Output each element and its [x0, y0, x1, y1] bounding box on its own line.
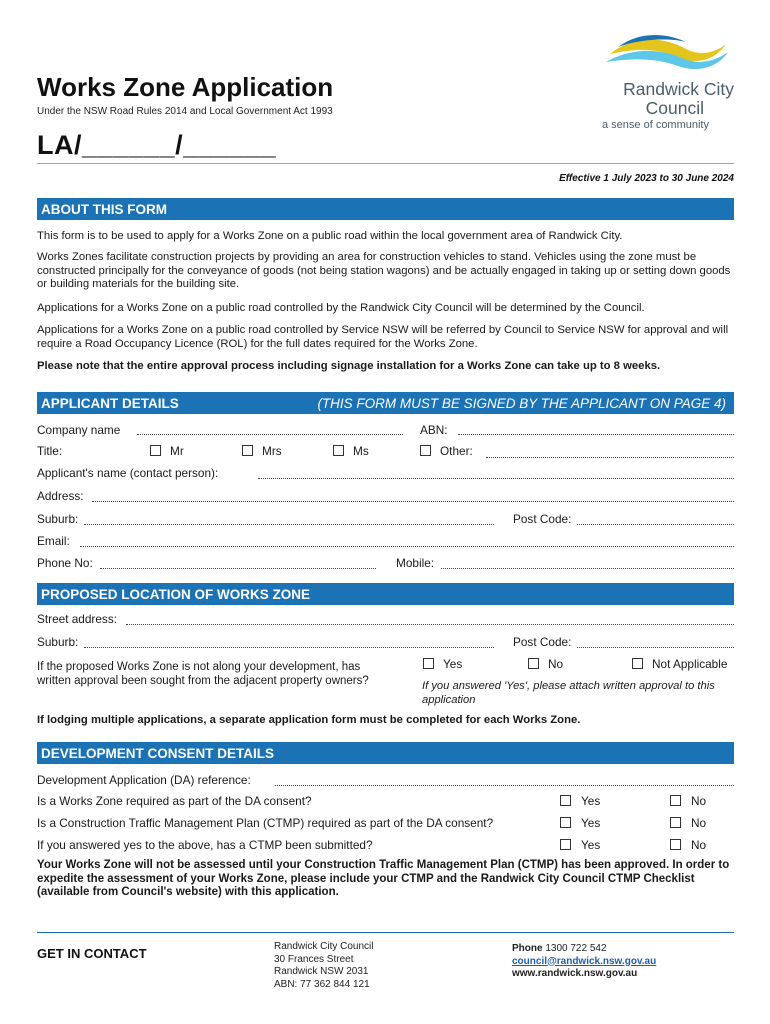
about-section-heading — [37, 198, 734, 220]
waves-icon — [602, 32, 732, 72]
postcode-field[interactable] — [577, 524, 734, 525]
title-mr-checkbox[interactable] — [150, 445, 161, 456]
abn-label: ABN: — [420, 423, 448, 437]
about-paragraph-4: Applications for a Works Zone on a public road controlled by Service NSW will be referred by Council to Service NSW for approval and will require a Road Occupancy Licence (ROL) for the full dates required for the Works Zone. — [37, 324, 729, 350]
footer-address-line: 30 Frances Street — [274, 953, 354, 965]
email-label: Email: — [37, 534, 70, 548]
q1-label: Is a Works Zone required as part of the DA consent? — [37, 794, 312, 808]
applicant-section-heading — [37, 392, 734, 414]
consent-heading-text: DEVELOPMENT CONSENT DETAILS — [41, 746, 275, 761]
applicant-heading-text: APPLICANT DETAILS — [41, 396, 179, 411]
logo-name-line1: Randwick City — [623, 79, 734, 99]
approval-na-label: Not Applicable — [652, 657, 728, 671]
title-label: Title: — [37, 444, 63, 458]
footer-address-line: ABN: 77 362 844 121 — [274, 978, 370, 990]
logo-tagline: a sense of community — [602, 119, 709, 131]
contact-name-label: Applicant's name (contact person): — [37, 466, 219, 480]
location-heading-text: PROPOSED LOCATION OF WORKS ZONE — [41, 587, 311, 602]
footer-phone: 1300 722 542 — [545, 943, 607, 954]
footer-divider — [37, 932, 734, 933]
title-other-field[interactable] — [486, 457, 734, 458]
address-field[interactable] — [92, 501, 734, 502]
q2-no-checkbox[interactable] — [670, 817, 681, 828]
approval-no-label: No — [548, 657, 564, 671]
about-heading-text: ABOUT THIS FORM — [41, 202, 167, 217]
mobile-field[interactable] — [441, 568, 734, 569]
location-postcode-field[interactable] — [577, 647, 734, 648]
footer-address-line: Randwick NSW 2031 — [274, 966, 369, 977]
q3-no-checkbox[interactable] — [670, 839, 681, 850]
q3-yes-label: Yes — [581, 838, 601, 852]
q3-no-label: No — [691, 838, 707, 852]
form-title: Works Zone Application — [37, 72, 334, 102]
q2-yes-label: Yes — [581, 816, 601, 830]
about-paragraph-1: This form is to be used to apply for a Works Zone on a public road within the local government area of Randwick City. — [37, 230, 623, 242]
title-other-label: Other: — [440, 444, 473, 458]
street-address-label: Street address: — [37, 612, 117, 626]
ctmp-warning: Your Works Zone will not be assessed until your Construction Traffic Management Plan (CTMP) has been approved. In order to expedite the assessment of your Works Zone, please include your CTMP and the Randwick City Council CTMP Checklist (available from Council's website) with this application. — [37, 859, 730, 898]
footer-address — [274, 941, 373, 991]
suburb-label: Suburb: — [37, 512, 79, 526]
title-ms-label: Ms — [353, 444, 369, 458]
title-mrs-checkbox[interactable] — [242, 445, 253, 456]
effective-dates: Effective 1 July 2023 to 30 June 2024 — [559, 173, 734, 184]
q3-label: If you answered yes to the above, has a CTMP been submitted? — [37, 838, 373, 852]
mobile-label: Mobile: — [396, 556, 435, 570]
applicant-heading-note: (THIS FORM MUST BE SIGNED BY THE APPLICANT ON PAGE 4) — [317, 396, 726, 411]
yes-approval-note: If you answered 'Yes', please attach written approval to this application — [422, 680, 715, 706]
footer-website[interactable]: www.randwick.nsw.gov.au — [512, 968, 638, 979]
q1-yes-checkbox[interactable] — [560, 795, 571, 806]
abn-field[interactable] — [458, 434, 734, 435]
contact-name-field[interactable] — [258, 478, 734, 479]
q1-yes-label: Yes — [581, 794, 601, 808]
consent-section-heading — [37, 742, 734, 764]
footer-heading: GET IN CONTACT — [37, 946, 147, 961]
about-paragraph-3: Applications for a Works Zone on a public road controlled by the Randwick City Council will be determined by the Council. — [37, 302, 645, 314]
address-label: Address: — [37, 489, 84, 503]
about-paragraph-2: Works Zones facilitate construction projects by providing an area for construction vehicles to stand. Vehicles using the zone must be constructed principally for the conveyance of goods (not being station wagons) and be actually engaged in taking up or setting down goods or building materials for the building site. — [37, 251, 731, 290]
footer-contacts — [512, 943, 656, 981]
footer-address-line: Randwick City Council — [274, 941, 374, 952]
footer-phone-row — [512, 943, 656, 956]
council-logo — [598, 32, 738, 132]
approval-no-checkbox[interactable] — [528, 658, 539, 669]
footer-phone-label: Phone — [512, 943, 543, 954]
header-divider — [37, 163, 734, 164]
title-mrs-label: Mrs — [262, 444, 282, 458]
da-reference-field[interactable] — [275, 785, 734, 786]
location-suburb-field[interactable] — [84, 647, 494, 648]
phone-label: Phone No: — [37, 556, 93, 570]
title-other-checkbox[interactable] — [420, 445, 431, 456]
footer-email-link[interactable]: council@randwick.nsw.gov.au — [512, 955, 657, 967]
location-postcode-label: Post Code: — [513, 635, 572, 649]
adjacent-owners-question: If the proposed Works Zone is not along your development, has written approval been sought from the adjacent property owners? — [37, 661, 369, 687]
postcode-label: Post Code: — [513, 512, 572, 526]
approval-yes-label: Yes — [443, 657, 463, 671]
title-ms-checkbox[interactable] — [333, 445, 344, 456]
logo-name-line2: Council — [645, 98, 704, 118]
q1-no-checkbox[interactable] — [670, 795, 681, 806]
email-field[interactable] — [80, 546, 734, 547]
form-subtitle: Under the NSW Road Rules 2014 and Local Government Act 1993 — [37, 106, 333, 117]
q2-label: Is a Construction Traffic Management Plan (CTMP) required as part of the DA consent? — [37, 816, 494, 830]
q3-yes-checkbox[interactable] — [560, 839, 571, 850]
da-reference-label: Development Application (DA) reference: — [37, 773, 251, 787]
q1-no-label: No — [691, 794, 707, 808]
phone-field[interactable] — [100, 568, 376, 569]
company-name-field[interactable] — [137, 434, 403, 435]
q2-yes-checkbox[interactable] — [560, 817, 571, 828]
la-reference: LA/______/______ — [37, 130, 277, 160]
company-name-label: Company name — [37, 423, 121, 437]
location-suburb-label: Suburb: — [37, 635, 79, 649]
multiple-applications-note: If lodging multiple applications, a separate application form must be completed for each Works Zone. — [37, 714, 581, 726]
approval-yes-checkbox[interactable] — [423, 658, 434, 669]
title-mr-label: Mr — [170, 444, 184, 458]
approval-na-checkbox[interactable] — [632, 658, 643, 669]
approval-time-note: Please note that the entire approval process including signage installation for a Works Zone can take up to 8 weeks. — [37, 360, 661, 372]
q2-no-label: No — [691, 816, 707, 830]
street-address-field[interactable] — [126, 624, 734, 625]
suburb-field[interactable] — [84, 524, 494, 525]
location-section-heading — [37, 583, 734, 605]
